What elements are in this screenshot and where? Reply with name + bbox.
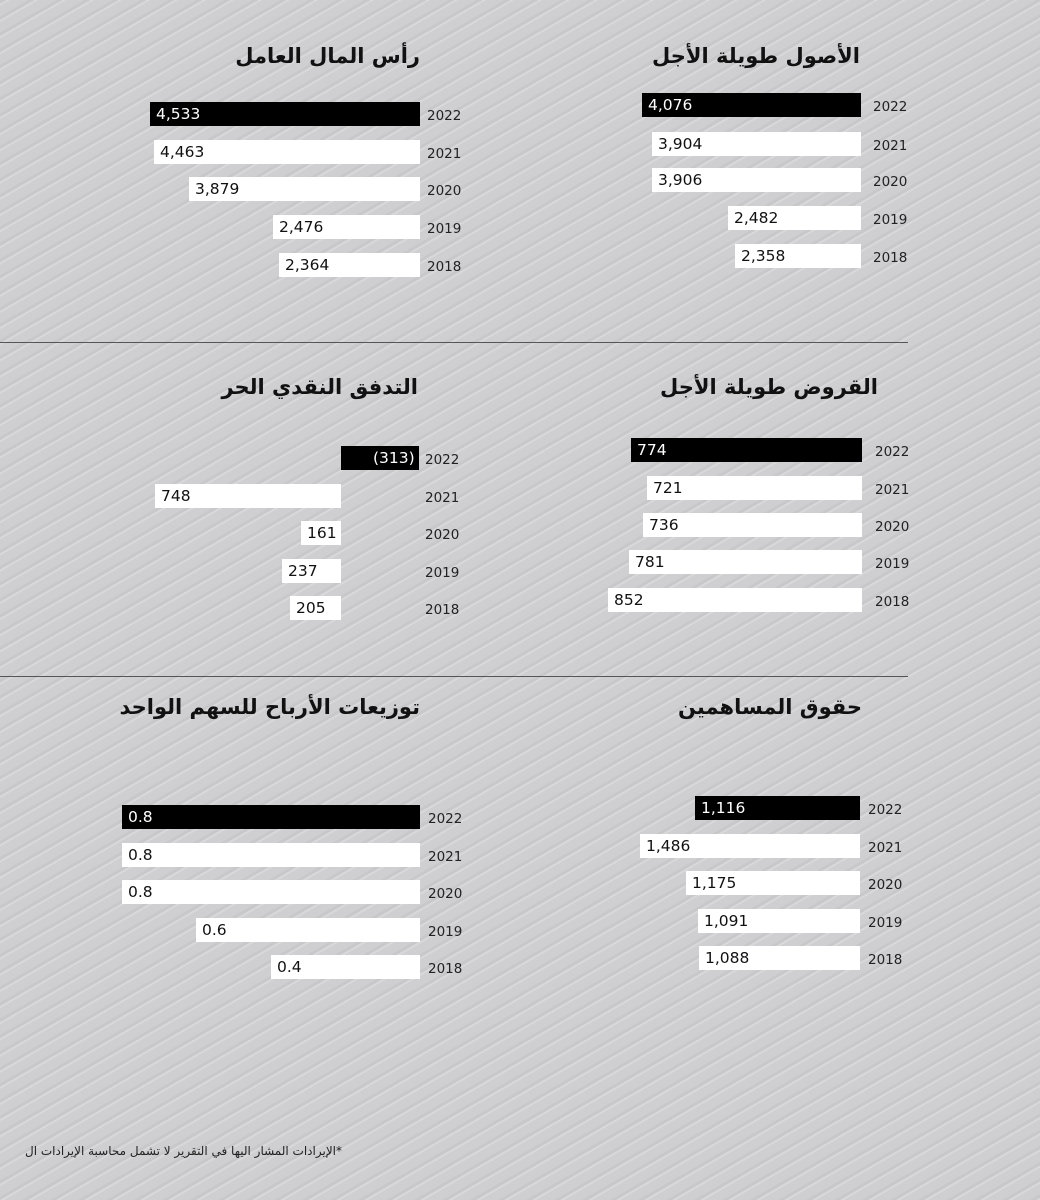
footnote-container [0, 1140, 342, 1164]
chart-title-shareholders-equity: حقوق المساهمين [677, 695, 862, 719]
bar-label-free-cash-flow-2018: 205 [296, 599, 326, 617]
year-label-free-cash-flow-2018: 2018 [425, 602, 460, 618]
bar-shareholders-equity-2018 [699, 946, 860, 970]
bar-long-term-assets-2020 [652, 168, 861, 192]
bar-label-dividend-per-share-2022: 0.8 [128, 808, 153, 826]
year-label-shareholders-equity-2022: 2022 [868, 802, 903, 818]
chart-title-dividend-per-share: توزيعات الأرباح للسهم الواحد [119, 695, 420, 719]
chart-title-long-term-loans: القروض طويلة الأجل [659, 375, 878, 399]
bar-label-dividend-per-share-2019: 0.6 [202, 921, 227, 939]
year-label-dividend-per-share-2020: 2020 [428, 886, 463, 902]
year-label-free-cash-flow-2019: 2019 [425, 565, 460, 581]
bar-dividend-per-share-2021 [122, 843, 420, 867]
year-label-free-cash-flow-2020: 2020 [425, 527, 460, 543]
year-label-working-capital-2018: 2018 [427, 259, 462, 275]
year-label-working-capital-2021: 2021 [427, 146, 462, 162]
bar-label-free-cash-flow-2020: 161 [307, 524, 337, 542]
year-label-long-term-loans-2018: 2018 [875, 594, 910, 610]
bar-label-long-term-assets-2020: 3,906 [658, 171, 703, 189]
bar-free-cash-flow-2020 [301, 521, 341, 545]
year-label-long-term-assets-2021: 2021 [873, 138, 908, 154]
bar-shareholders-equity-2021 [640, 834, 860, 858]
year-label-long-term-loans-2022: 2022 [875, 444, 910, 460]
section-divider-1 [0, 342, 908, 343]
bar-long-term-assets-2018 [735, 244, 861, 268]
bar-free-cash-flow-2018 [290, 596, 341, 620]
bar-long-term-loans-2019 [629, 550, 862, 574]
year-label-shareholders-equity-2020: 2020 [868, 877, 903, 893]
bar-label-long-term-assets-2021: 3,904 [658, 135, 703, 153]
bar-free-cash-flow-2019 [282, 559, 341, 583]
bar-label-long-term-loans-2022: 774 [637, 441, 667, 459]
bar-free-cash-flow-2021 [155, 484, 341, 508]
year-label-shareholders-equity-2019: 2019 [868, 915, 903, 931]
year-label-working-capital-2020: 2020 [427, 183, 462, 199]
bar-working-capital-2021 [154, 140, 420, 164]
bar-long-term-loans-2022 [631, 438, 862, 462]
bar-label-dividend-per-share-2021: 0.8 [128, 846, 153, 864]
bar-label-working-capital-2018: 2,364 [285, 256, 330, 274]
bar-label-long-term-loans-2020: 736 [649, 516, 679, 534]
bar-free-cash-flow-2022 [341, 446, 419, 470]
bar-label-shareholders-equity-2022: 1,116 [701, 799, 746, 817]
bar-long-term-loans-2020 [643, 513, 862, 537]
bar-long-term-assets-2021 [652, 132, 861, 156]
year-label-dividend-per-share-2022: 2022 [428, 811, 463, 827]
bar-label-long-term-assets-2022: 4,076 [648, 96, 693, 114]
year-label-long-term-assets-2019: 2019 [873, 212, 908, 228]
bar-shareholders-equity-2019 [698, 909, 860, 933]
bar-label-working-capital-2020: 3,879 [195, 180, 240, 198]
bar-dividend-per-share-2018 [271, 955, 420, 979]
chart-title-long-term-assets: الأصول طويلة الأجل [652, 44, 860, 68]
year-label-shareholders-equity-2018: 2018 [868, 952, 903, 968]
year-label-long-term-assets-2018: 2018 [873, 250, 908, 266]
footnote: *الإيرادات المشار اليها في التقرير لا تشمل محاسبة الإيرادات ال [24, 1144, 342, 1158]
year-label-working-capital-2019: 2019 [427, 221, 462, 237]
bar-label-working-capital-2021: 4,463 [160, 143, 205, 161]
bar-long-term-loans-2018 [608, 588, 862, 612]
bar-label-long-term-loans-2018: 852 [614, 591, 644, 609]
bar-long-term-loans-2021 [647, 476, 862, 500]
year-label-long-term-loans-2021: 2021 [875, 482, 910, 498]
bar-shareholders-equity-2020 [686, 871, 860, 895]
bar-label-dividend-per-share-2020: 0.8 [128, 883, 153, 901]
bar-shareholders-equity-2022 [695, 796, 860, 820]
year-label-working-capital-2022: 2022 [427, 108, 462, 124]
bar-dividend-per-share-2019 [196, 918, 420, 942]
bar-working-capital-2022 [150, 102, 420, 126]
bar-working-capital-2019 [273, 215, 420, 239]
year-label-free-cash-flow-2022: 2022 [425, 452, 460, 468]
bar-dividend-per-share-2020 [122, 880, 420, 904]
bar-working-capital-2018 [279, 253, 420, 277]
year-label-long-term-loans-2019: 2019 [875, 556, 910, 572]
bar-label-shareholders-equity-2021: 1,486 [646, 837, 691, 855]
year-label-long-term-loans-2020: 2020 [875, 519, 910, 535]
year-label-free-cash-flow-2021: 2021 [425, 490, 460, 506]
bar-label-long-term-loans-2021: 721 [653, 479, 683, 497]
bar-label-shareholders-equity-2018: 1,088 [705, 949, 750, 967]
year-label-shareholders-equity-2021: 2021 [868, 840, 903, 856]
bar-long-term-assets-2019 [728, 206, 861, 230]
year-label-long-term-assets-2022: 2022 [873, 99, 908, 115]
bar-label-free-cash-flow-2021: 748 [161, 487, 191, 505]
bar-label-dividend-per-share-2018: 0.4 [277, 958, 302, 976]
bar-long-term-assets-2022 [642, 93, 861, 117]
year-label-long-term-assets-2020: 2020 [873, 174, 908, 190]
bar-dividend-per-share-2022 [122, 805, 420, 829]
chart-title-working-capital: رأس المال العامل [235, 44, 420, 68]
bar-label-free-cash-flow-2019: 237 [288, 562, 318, 580]
chart-title-free-cash-flow: التدفق النقدي الحر [221, 375, 418, 399]
year-label-dividend-per-share-2019: 2019 [428, 924, 463, 940]
bar-working-capital-2020 [189, 177, 420, 201]
year-label-dividend-per-share-2018: 2018 [428, 961, 463, 977]
year-label-dividend-per-share-2021: 2021 [428, 849, 463, 865]
bar-label-working-capital-2022: 4,533 [156, 105, 201, 123]
bar-label-shareholders-equity-2020: 1,175 [692, 874, 737, 892]
bar-label-working-capital-2019: 2,476 [279, 218, 324, 236]
section-divider-2 [0, 676, 908, 677]
bar-label-long-term-loans-2019: 781 [635, 553, 665, 571]
bar-label-long-term-assets-2019: 2,482 [734, 209, 779, 227]
bar-label-free-cash-flow-2022: (313) [373, 449, 415, 467]
bar-label-shareholders-equity-2019: 1,091 [704, 912, 749, 930]
bar-label-long-term-assets-2018: 2,358 [741, 247, 786, 265]
